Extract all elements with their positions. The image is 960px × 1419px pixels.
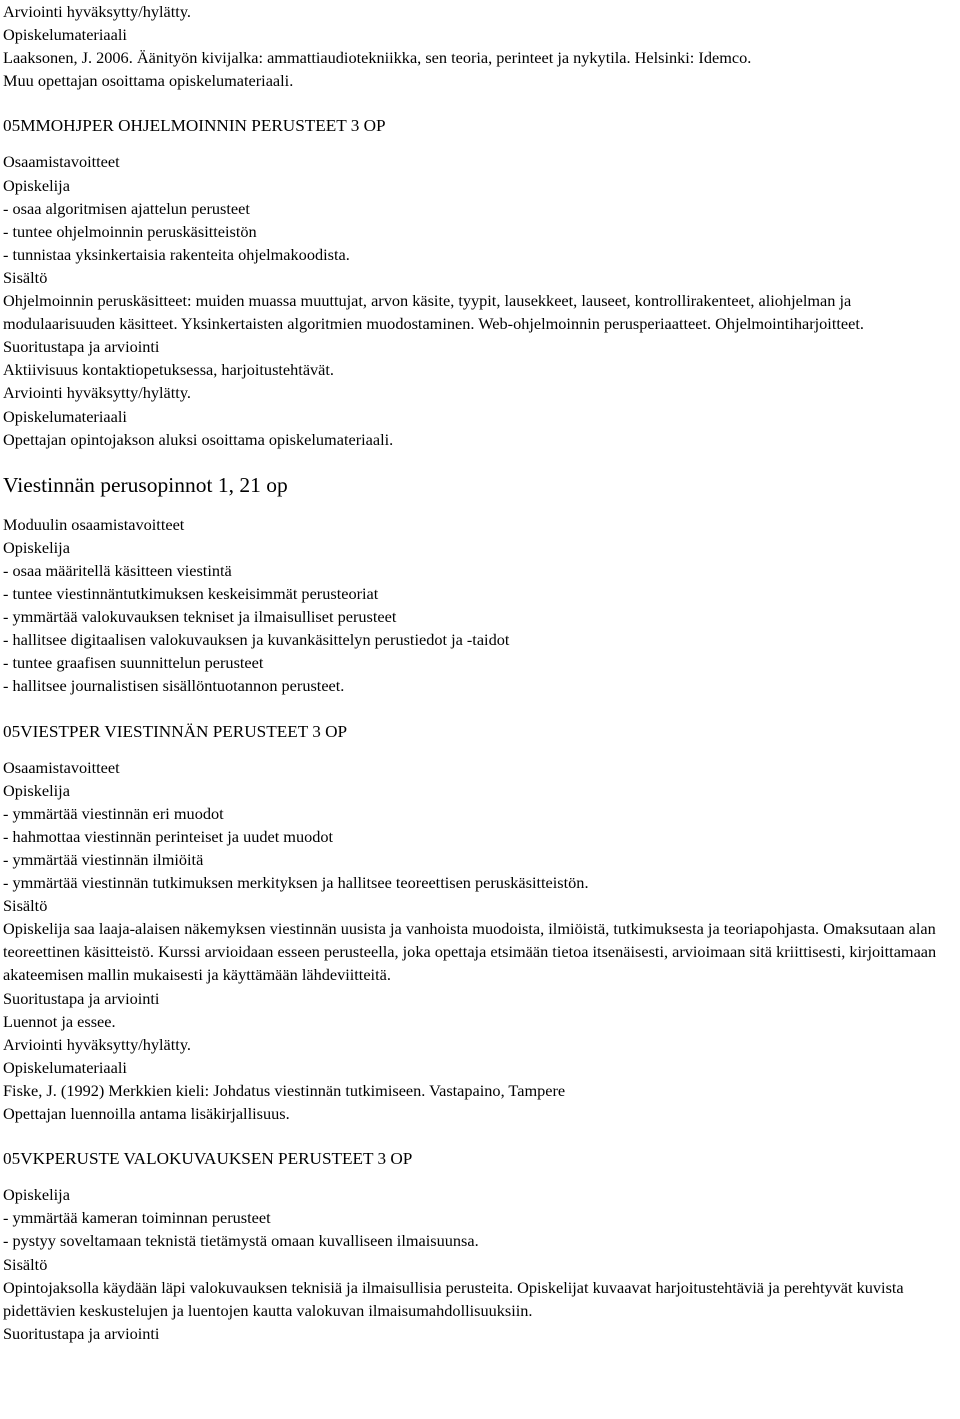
student-label: Opiskelija	[3, 1185, 70, 1205]
objective-item: - ymmärtää valokuvauksen tekniset ja ilmaisulliset perusteet	[3, 607, 397, 627]
objective-item: - hallitsee journalistisen sisällöntuotannon perusteet.	[3, 676, 345, 696]
course-title: 05VIESTPER VIESTINNÄN PERUSTEET 3 OP	[3, 721, 348, 741]
module-title: Viestinnän perusopinnot 1, 21 op	[3, 472, 288, 497]
top-fragment	[3, 0, 960, 92]
material-note: Muu opettajan osoittama opiskelumateriaali.	[3, 71, 294, 91]
course-title: 05VKPERUSTE VALOKUVAUKSEN PERUSTEET 3 OP	[3, 1149, 413, 1169]
objective-item: - pystyy soveltamaan teknistä tietämystä omaan kuvalliseen ilmaisuunsa.	[3, 1231, 479, 1251]
objective-item: - ymmärtää viestinnän eri muodot	[3, 803, 224, 823]
course-ohjelmoinnin-perusteet	[3, 114, 960, 450]
objective-item: - hahmottaa viestinnän perinteiset ja uudet muodot	[3, 826, 334, 846]
objective-item: - ymmärtää kameran toiminnan perusteet	[3, 1208, 271, 1228]
method-text: Aktiivisuus kontaktiopetuksessa, harjoitustehtävät.	[3, 360, 335, 380]
method-heading: Suoritustapa ja arviointi	[3, 988, 160, 1008]
content-paragraph: Opintojaksolla käydään läpi valokuvauksen teknisiä ja ilmaisullisia perusteita. Opiskelijat kuvaavat harjoitustehtäviä ja perehtyvät kuvista pidettävien keskustelujen ja luentojen kautta valokuvan ilmaisumahdollisuuksiin.	[3, 1277, 904, 1320]
assessment-line: Arviointi hyväksytty/hylätty.	[3, 2, 191, 21]
assessment-line: Arviointi hyväksytty/hylätty.	[3, 383, 191, 403]
objectives-heading: Osaamistavoitteet	[3, 757, 120, 777]
content-heading: Sisältö	[3, 1254, 48, 1274]
objective-item: - ymmärtää viestinnän ilmiöitä	[3, 850, 204, 869]
objective-item: - tunnistaa yksinkertaisia rakenteita ohjelmakoodista.	[3, 244, 350, 264]
content-heading: Sisältö	[3, 267, 48, 287]
objectives-heading: Osaamistavoitteet	[3, 152, 120, 172]
objective-item: - hallitsee digitaalisen valokuvauksen ja kuvankäsittelyn perustiedot ja -taidot	[3, 630, 510, 650]
material-reference: Fiske, J. (1992) Merkkien kieli: Johdatus viestinnän tutkimiseen. Vastapaino, Tampere	[3, 1080, 566, 1100]
material-note: Opettajan opintojakson aluksi osoittama opiskelumateriaali.	[3, 429, 394, 449]
content-heading: Sisältö	[3, 896, 48, 916]
student-label: Opiskelija	[3, 537, 70, 557]
objective-item: - osaa algoritmisen ajattelun perusteet	[3, 198, 250, 218]
material-heading: Opiskelumateriaali	[3, 406, 127, 426]
objective-item: - tuntee graafisen suunnittelun perusteet	[3, 653, 264, 673]
method-heading: Suoritustapa ja arviointi	[3, 1323, 160, 1343]
material-heading: Opiskelumateriaali	[3, 1057, 127, 1077]
student-label: Opiskelija	[3, 780, 70, 800]
objective-item: - osaa määritellä käsitteen viestintä	[3, 560, 232, 580]
method-heading: Suoritustapa ja arviointi	[3, 337, 160, 357]
content-paragraph: Opiskelija saa laaja-alaisen näkemyksen viestinnän uusista ja vanhoista muodoista, ilmiöistä, tutkimuksesta ja teoriapohjasta. Omaksutaan alan teoreettinen käsitteistö. Kurssi arvioidaan esseen perusteella, joka opettaja etsimään tietoa itsenäisesti, arvioimaan sitä kriittisesti, kirjoittamaan akateemisen mallin mukaisesti ja käyttämään lähdeviitteitä.	[3, 919, 937, 985]
objective-item: - ymmärtää viestinnän tutkimuksen merkityksen ja hallitsee teoreettisen peruskäsitteistön.	[3, 873, 589, 893]
method-text: Luennot ja essee.	[3, 1011, 116, 1031]
material-reference: Laaksonen, J. 2006. Äänityön kivijalka: ammattiaudiotekniikka, sen teoria, perinteet ja nykytila. Helsinki: Idemco.	[3, 48, 752, 68]
module-objectives-heading: Moduulin osaamistavoitteet	[3, 514, 185, 534]
course-viestinnan-perusteet	[3, 720, 960, 1126]
student-label: Opiskelija	[3, 175, 70, 195]
content-paragraph: Ohjelmoinnin peruskäsitteet: muiden muassa muuttujat, arvon käsite, tyypit, lausekkeet, lauseet, kontrollirakenteet, aliohjelman ja modulaarisuuden käsitteet. Yksinkertaisten algoritmien muodostaminen. Web-ohjelmoinnin perusperiaatteet. Ohjelmointiharjoitteet.	[3, 291, 864, 334]
course-title: 05MMOHJPER OHJELMOINNIN PERUSTEET 3 OP	[3, 116, 386, 136]
material-heading: Opiskelumateriaali	[3, 25, 127, 45]
assessment-line: Arviointi hyväksytty/hylätty.	[3, 1034, 191, 1054]
objective-item: - tuntee ohjelmoinnin peruskäsitteistön	[3, 221, 257, 241]
objective-item: - tuntee viestinnäntutkimuksen keskeisimmät perusteoriat	[3, 584, 379, 604]
material-note: Opettajan luennoilla antama lisäkirjallisuus.	[3, 1104, 290, 1124]
module-viestinnan-perusopinnot	[3, 474, 960, 698]
course-valokuvauksen-perusteet	[3, 1147, 960, 1345]
